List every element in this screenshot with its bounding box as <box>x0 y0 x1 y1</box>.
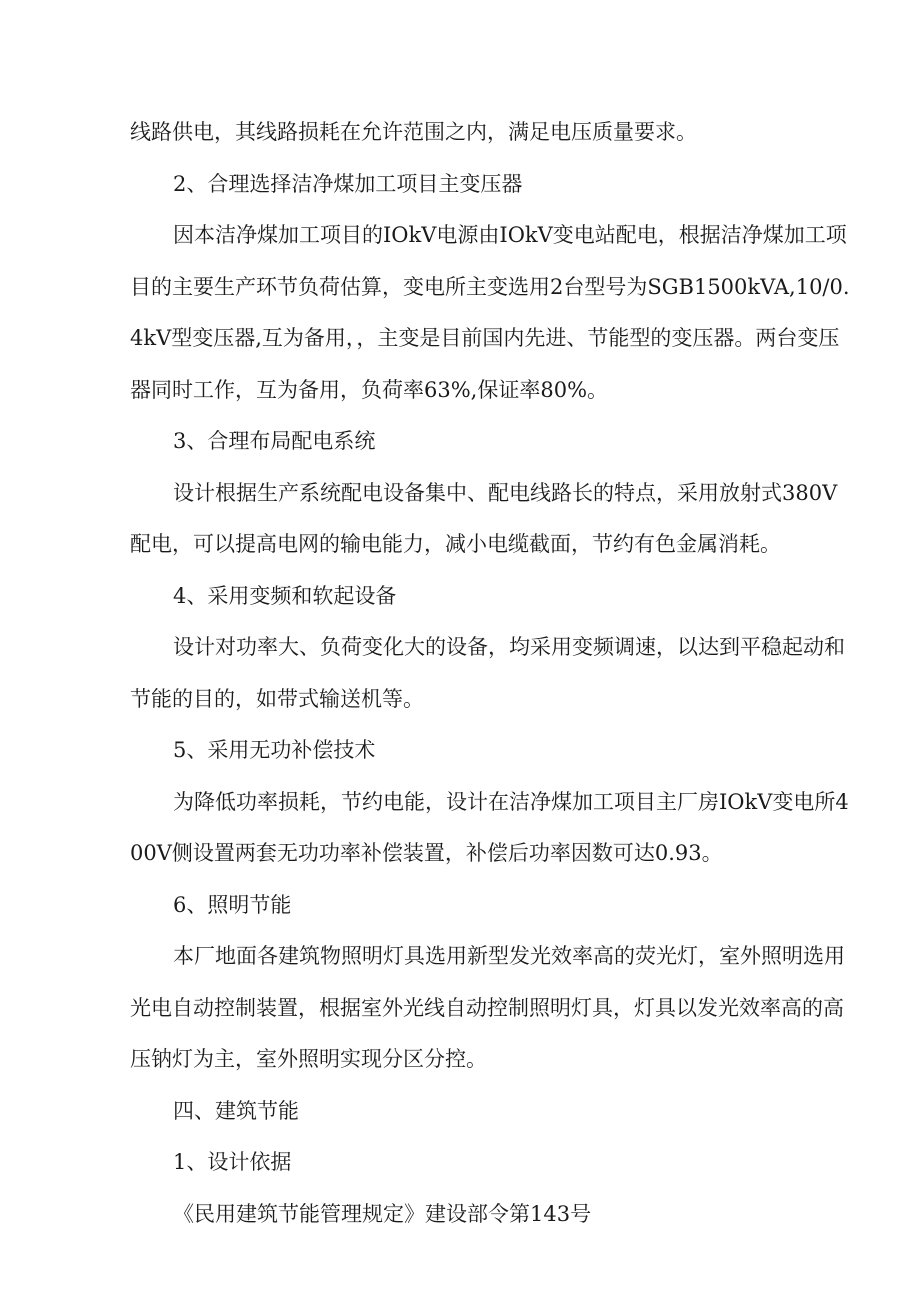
paragraph-reactive-compensation: 为降低功率损耗，节约电能，设计在洁净煤加工项目主厂房IOkV变电所400V侧设置两套无功功率补偿装置，补偿后功率因数可达0.93。 <box>130 789 849 865</box>
section-heading-design-basis: 1、设计依据 <box>173 1150 292 1174</box>
regulation-reference: 《民用建筑节能管理规定》建设部令第143号 <box>173 1201 592 1226</box>
section-heading-transformer: 2、合理选择洁净煤加工项目主变压器 <box>173 171 523 196</box>
paragraph-lighting: 本厂地面各建筑物照明灯具选用新型发光效率高的荧光灯，室外照明选用光电自动控制装置，根据室外光线自动控制照明灯具，灯具以发光效率高的高压钠灯为主，室外照明实现分区分控。 <box>130 944 845 1071</box>
paragraph-distribution: 设计根据生产系统配电设备集中、配电线路长的特点，采用放射式380V配电，可以提高电网的输电能力，减小电缆截面，节约有色金属消耗。 <box>130 480 838 556</box>
section-heading-distribution: 3、合理布局配电系统 <box>173 429 376 453</box>
paragraph-continuation: 线路供电，其线路损耗在允许范围之内，满足电压质量要求。 <box>130 120 697 144</box>
section-heading-lighting: 6、照明节能 <box>173 892 292 917</box>
paragraph-transformer: 因本洁净煤加工项目的IOkV电源由IOkV变电站配电，根据洁净煤加工项目的主要生产环节负荷估算，变电所主变选用2台型号为SGB1500kVA,10/0.4kV型变压器,互为备用，，主变是目前国内先进、节能型的变压器。两台变压器同时工作，互为备用，负荷率63%,保证率80%。 <box>130 223 850 402</box>
document-body <box>130 107 855 1240</box>
section-heading-building-energy: 四、建筑节能 <box>173 1098 299 1123</box>
paragraph-inverter: 设计对功率大、负荷变化大的设备，均采用变频调速，以达到平稳起动和节能的目的，如带式输送机等。 <box>130 635 845 711</box>
section-heading-inverter: 4、采用变频和软起设备 <box>173 583 397 608</box>
section-heading-reactive-compensation: 5、采用无功补偿技术 <box>173 738 376 762</box>
